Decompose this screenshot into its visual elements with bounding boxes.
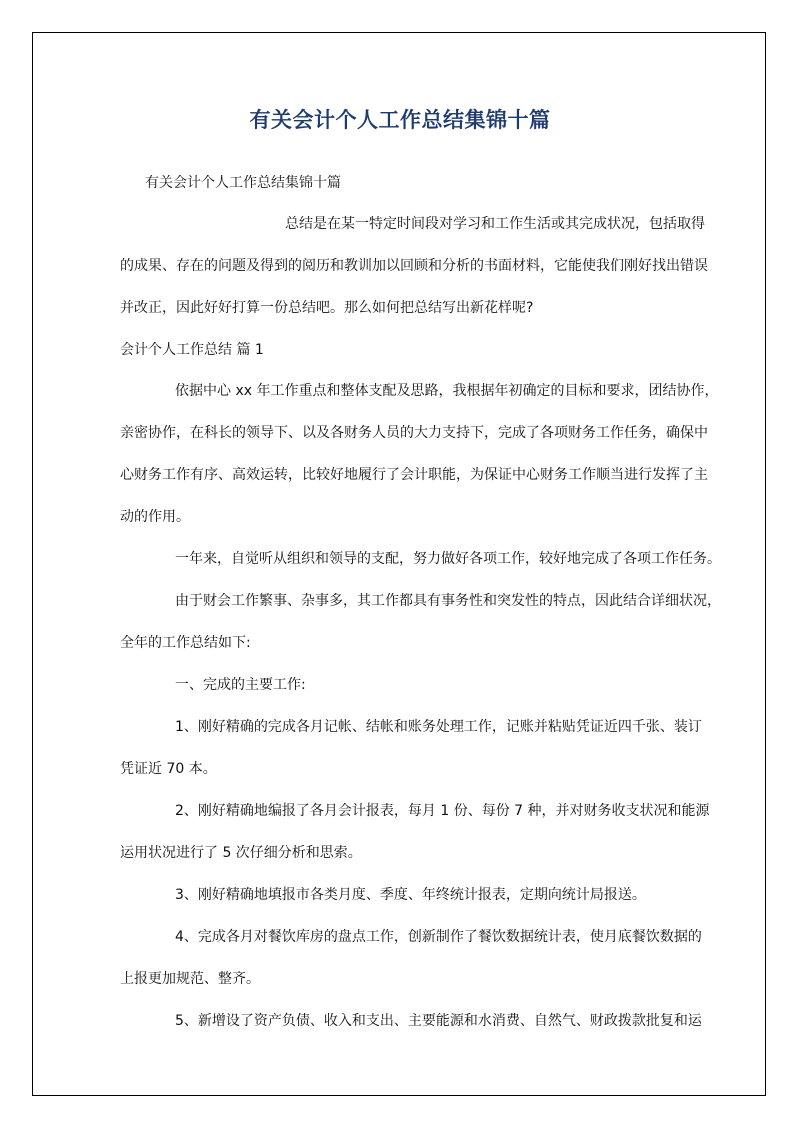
paragraph1-line-4: 动的作用。 bbox=[120, 509, 190, 525]
intro-line-1: 总结是在某一特定时间段对学习和工作生活或其完成状况，包括取得 bbox=[285, 216, 705, 232]
intro-line-3: 并改正，因此好好打算一份总结吧。那么如何把总结写出新花样呢? bbox=[120, 300, 534, 316]
document-title: 有关会计个人工作总结集锦十篇 bbox=[249, 108, 551, 132]
item4-line-1: 4、完成各月对餐饮库房的盘点工作，创新制作了餐饮数据统计表，使月底餐饮数据的 bbox=[175, 929, 702, 945]
item3: 3、刚好精确地填报市各类月度、季度、年终统计报表，定期向统计局报送。 bbox=[175, 887, 646, 903]
paragraph1-line-2: 亲密协作，在科长的领导下、以及各财务人员的大力支持下，完成了各项财务工作任务，确保中 bbox=[120, 425, 708, 441]
intro-line-2: 的成果、存在的问题及得到的阅历和教训加以回顾和分析的书面材料，它能使我们刚好找出错误 bbox=[120, 258, 708, 274]
paragraph3-line-2: 全年的工作总结如下: bbox=[120, 635, 251, 651]
paragraph1-line-3: 心财务工作有序、高效运转，比较好地履行了会计职能，为保证中心财务工作顺当进行发挥了主 bbox=[120, 467, 708, 483]
section-heading: 会计个人工作总结 篇 1 bbox=[120, 342, 264, 358]
item1-line-2: 凭证近 70 本。 bbox=[120, 761, 217, 777]
document-subtitle: 有关会计个人工作总结集锦十篇 bbox=[145, 175, 341, 191]
item5-line-1: 5、新增设了资产负债、收入和支出、主要能源和水消费、自然气、财政拨款批复和运 bbox=[175, 1013, 702, 1029]
item4-line-2: 上报更加规范、整齐。 bbox=[120, 971, 260, 987]
item2-line-2: 运用状况进行了 5 次仔细分析和思索。 bbox=[120, 845, 362, 861]
item2-line-1: 2、刚好精确地编报了各月会计报表，每月 1 份、每份 7 种，并对财务收支状况和能源 bbox=[175, 803, 710, 819]
paragraph1-line-1: 依据中心 xx 年工作重点和整体支配及思路，我根据年初确定的目标和要求，团结协作， bbox=[175, 383, 719, 399]
paragraph2: 一年来，自觉听从组织和领导的支配，努力做好各项工作，较好地完成了各项工作任务。 bbox=[175, 551, 721, 567]
paragraph3-line-1: 由于财会工作繁事、杂事多，其工作都具有事务性和突发性的特点，因此结合详细状况， bbox=[175, 593, 721, 609]
subheading-main-work: 一、完成的主要工作: bbox=[175, 677, 306, 693]
item1-line-1: 1、刚好精确的完成各月记帐、结帐和账务处理工作，记账并粘贴凭证近四千张、装订 bbox=[175, 719, 702, 735]
